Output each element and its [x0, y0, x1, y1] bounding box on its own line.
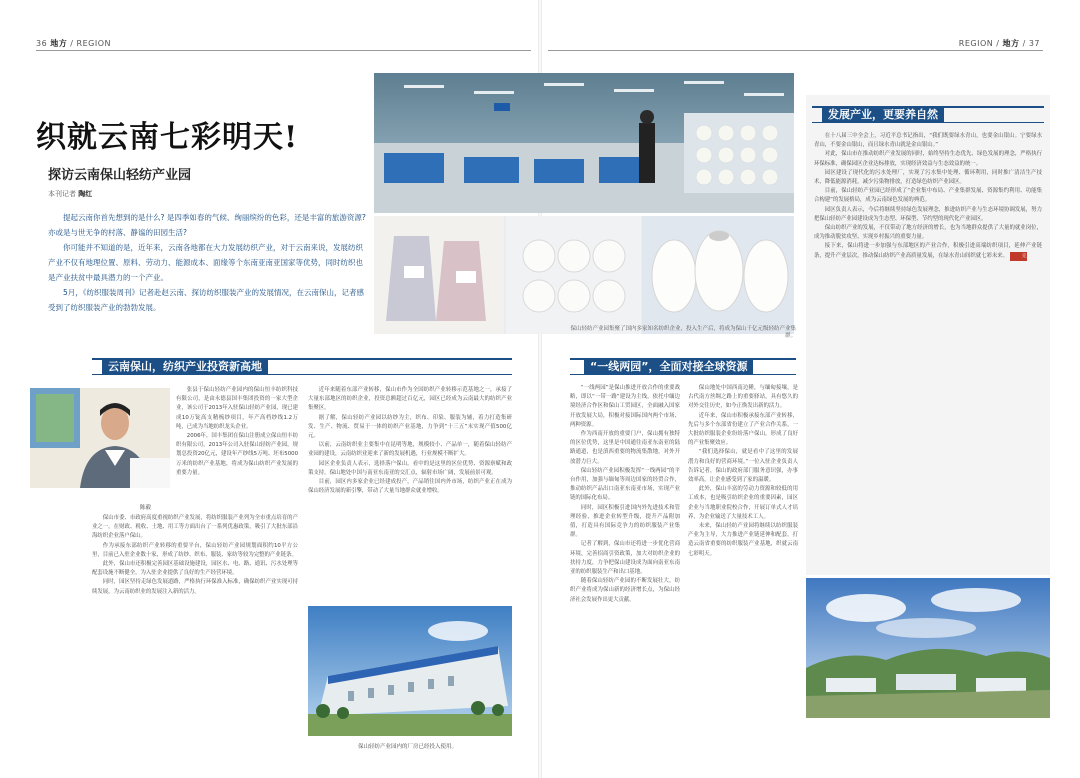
body-paragraph: 近年来随着东部产业转移，保山市作为全国纺织产业转移示范基地之一，承接了大量东部地区的纺织企业，投资总额超过百亿元，园区已经成为云南最大的纺织产业集聚区。 [308, 387, 512, 412]
body-paragraph: 随着保山轻纺产业园的不断发展壮大，纺织产业将成为保山新的经济增长点，为保山经济社会发展作出更大贡献。 [570, 578, 680, 603]
folio-right-section: 地方 [1002, 39, 1020, 48]
article-title-block [36, 112, 366, 199]
sidebar-paragraph: 目前，保山轻纺产业园已经形成了“企业集中布局、产业集群发展、资源集约利用、功能集合构建”的发展格局，成为云南绿色发展的典范。 [814, 188, 1042, 204]
body-paragraph: 保山轻纺产业园积极发挥“一线两园”的平台作用，加强与缅甸等周边国家的经贸合作，推动纺织产品出口南亚东南亚市场，实现产业链的国际化布局。 [570, 467, 680, 502]
portrait-photo [30, 388, 170, 488]
folio-left-region: REGION [76, 39, 111, 48]
folio-right-page: 37 [1028, 39, 1040, 48]
lede-paragraph: 5月，《纺织服装周刊》记者赴赵云南、探访纺织服装产业的发展情况，在云南保山，记者感受到了纺织服装产业的勃勃发展。 [48, 288, 365, 312]
section2-heading: “一线两园”，全面对接全球资源 [584, 359, 753, 375]
body-paragraph: “一线两园”是保山推进开放合作的重要战略，即以“一带一路”建设为主线，依托中缅边境经济合作区和保山工贸园区，全面融入国家开放发展大局，积极对接国际国内两个市场、两种资源。 [570, 385, 680, 428]
industrial-park-caption: 保山轻纺产业园内的厂房已经投入使用。 [358, 744, 458, 750]
article-title: 织就云南七彩明天! [36, 120, 299, 155]
top-rule-left [36, 50, 531, 51]
body-paragraph: 张县于保山轻纺产业园内的保山恒丰纺织科技有限公司，是由永德县国丰集团投资的一家大型企业，该公司于2013年入驻保山轻纺产业园，现已建成10万锭高支精梳纱项目，年产高档纱线1.2万吨，已成为当地纺织龙头企业。 [176, 387, 298, 430]
body-paragraph: 2006年，国丰集团在保山注册成立保山恒丰纺织有限公司，2013年公司入驻保山轻纺产业园，规划总投资20亿元，建设年产纱线5万吨、坯布5000万米的纺织产业基地，将成为保山纺织产业发展的重要力量。 [176, 433, 298, 476]
section2-column1 [570, 384, 680, 746]
factory-interior-illustration [374, 73, 794, 213]
body-paragraph: 此外，保山市还积极完善园区基础设施建设，园区水、电、路、通讯、污水处理等配套设施不断健全，为入驻企业提供了良好的生产经营环境。 [92, 561, 298, 577]
section1-column1-top [176, 386, 298, 512]
folio-right: REGION / 地方 / 37 [958, 39, 1040, 48]
sidebar-paragraph: 园区建设了现代化的污水处理厂，实现了污水集中处理、循环利用，同时推广清洁生产技术，降低能源消耗，减少污染物排放，打造绿色纺织产业园区。 [814, 169, 1042, 186]
folio-right-region: REGION [958, 39, 994, 48]
body-paragraph: 作为西南开放的重要门户，保山拥有独特的区位优势，这里是中国通往南亚东南亚的陆路通道，也是滇西重要的物流集散地，对外开放潜力巨大。 [570, 431, 680, 465]
body-paragraph: 目前，园区内多家企业已经建成投产，产品销往国内外市场，纺织产业正在成为保山经济发展的新引擎，带动了大量当地群众就业增收。 [308, 479, 512, 495]
lede-paragraph: 提起云南你首先想到的是什么? 是四季如春的气候、绚丽缤纷的色彩，还是丰富的旅游资源? 亦或是与世无争的村落、静谧的田园生活? [48, 213, 366, 237]
lede-paragraph: 你可能并不知道的是，近年来，云南各地都在大力发展纺织产业，对于云南来说，发展纺织产业不仅有地理位置、原料、劳动力、能源成本、面缘等个东南亚南亚国家等优势，同时纺织也是产业扶贫中最具潜力的一个产业。 [48, 243, 363, 282]
hero-caption: 保山轻纺产业园集聚了国内多家知名纺织企业，投入生产后，将成为保山千亿元级轻纺产业集群。 [570, 326, 796, 339]
body-paragraph: 作为承接东部纺织产业转移的重要平台，保山轻纺产业园规划面积约10平方公里，目前已入驻企业数十家，形成了纺纱、织布、服装、家纺等较为完整的产业链条。 [92, 542, 298, 558]
folio-left: 36 地方 / REGION [36, 39, 111, 48]
body-paragraph: “我们选择保山，就是看中了这里的发展潜力和良好的营商环境。”一位入驻企业负责人告诉记者，保山的政府部门服务意识强，办事效率高，让企业感受到了家的温暖。 [688, 449, 798, 484]
body-paragraph: 同时，园区积极引进国内外先进技术和管理经验，推进企业转型升级，提升产品附加值，打造具有国际竞争力的纺织服装产业集群。 [570, 504, 680, 539]
folio-left-section: 地方 [50, 39, 68, 48]
sidebar-heading-bar [812, 106, 1044, 123]
sidebar-body [814, 132, 1042, 570]
section1-column2 [308, 386, 512, 598]
sidebar-paragraph [814, 242, 1042, 260]
sidebar-heading: 发展产业，更要养自然 [822, 107, 944, 123]
hero-photo-yarn [374, 216, 794, 334]
byline-name: 陶红 [78, 190, 93, 198]
body-paragraph: 记者了解到，保山市还将进一步优化营商环境，完善招商引资政策，加大对纺织企业的扶持力度，力争把保山建设成为面向南亚东南亚的纺织服装生产和出口基地。 [570, 541, 680, 576]
sidebar-final-text: 接下来，保山将进一步加强与东部地区的产业合作，积极引进高端纺织项目，延伸产业链条，提升产业层次，推动保山纺织产业高质量发展，在绿水青山间织就七彩未来。 [814, 243, 1042, 259]
byline [48, 189, 366, 199]
yarn-cones-illustration [374, 216, 794, 334]
sidebar-paragraph: 园区负责人表示，今后将继续坚持绿色发展理念，推进纺织产业与生态环境协调发展，努力把保山轻纺产业园建设成为生态型、环保型、节约型的现代化产业园区。 [814, 206, 1042, 222]
end-tag: 完 [1010, 252, 1027, 261]
body-paragraph: 据了解，保山轻纺产业园以纺纱为主，织布、印染、服装为辅，着力打造集研发、生产、物流、贸易于一体的纺织产业基地，力争到“十三五”末实现产值500亿元。 [308, 414, 512, 440]
baoshan-landscape-photo [806, 578, 1050, 718]
sidebar-paragraph: 保山纺织产业的发展，不仅带动了地方经济的增长，也为当地群众提供了大量的就业岗位，成为推动脱贫攻坚、实现乡村振兴的重要力量。 [814, 225, 1042, 241]
article-subtitle: 探访云南保山轻纺产业园 [48, 168, 192, 183]
portrait-illustration [30, 388, 170, 488]
sidebar-paragraph: 对此，保山市在推动纺织产业发展的同时，始终坚持生态优先、绿色发展的理念，严格执行环保标准，确保园区企业达标排放，实现经济效益与生态效益的统一。 [814, 151, 1042, 167]
section1-heading-bar [92, 358, 512, 375]
top-rule-right [548, 50, 1043, 51]
body-paragraph: 未来，保山轻纺产业园将继续以纺织服装产业为主导，大力推进产业链延伸和配套，打造云南省重要的纺织服装产业基地，织就云南七彩明天。 [688, 523, 798, 557]
byline-label: 本刊记者 [48, 190, 76, 198]
body-paragraph: 近年来，保山市积极承接东部产业转移，先后与多个东部省份建立了产业合作关系，一大批纺织服装企业纷纷落户保山，形成了良好的产业集聚效应。 [688, 412, 798, 447]
section1-heading: 云南保山，纺织产业投资新高地 [102, 359, 268, 375]
industrial-park-illustration [308, 606, 512, 736]
body-paragraph: 以前，云南纺织业主要集中在昆明等地，规模较小、产品单一，随着保山轻纺产业园的建设，云南纺织业迎来了新的发展机遇，行业规模不断扩大。 [308, 442, 512, 458]
portrait-name: 陈毅 [140, 505, 152, 511]
folio-left-page: 36 [36, 39, 48, 48]
body-paragraph: 同时，园区坚持走绿色发展道路，严格执行环保准入标准，确保纺织产业实现可持续发展，为云南纺织业的发展注入新的活力。 [92, 579, 298, 595]
article-lede [48, 210, 366, 315]
body-paragraph: 保山地处中国西南边陲，与缅甸接壤，是古代南方丝绸之路上的重要驿站，具有悠久的对外交往历史，如今正焕发出新的活力。 [688, 385, 798, 410]
section1-column1-bottom [92, 514, 298, 750]
body-paragraph: 此外，保山丰富的劳动力资源和较低的用工成本，也是吸引纺织企业的重要因素，园区企业与当地职业院校合作，开展订单式人才培养，为企业输送了大量技术工人。 [688, 486, 798, 520]
section2-heading-bar [570, 358, 796, 375]
section2-column2 [688, 384, 798, 746]
hero-photo-factory [374, 73, 794, 213]
landscape-illustration [806, 578, 1050, 718]
industrial-park-photo [308, 606, 512, 736]
body-paragraph: 园区企业负责人表示，选择落户保山，看中的是这里的区位优势、资源禀赋和政策支持，保山地处中国与南亚东南亚的交汇点，辐射市场广阔，发展前景可观。 [308, 460, 512, 476]
body-paragraph: 保山市委、市政府高度重视纺织产业发展，将纺织服装产业列为全市重点培育的产业之一。在财政、税收、土地、用工等方面出台了一系列优惠政策，吸引了大批东部沿海纺织企业落户保山。 [92, 515, 298, 540]
sidebar-paragraph: 在十八届三中全会上，习近平总书记指出，“我们既要绿水青山，也要金山银山。宁要绿水青山，不要金山银山，而且绿水青山就是金山银山。” [814, 133, 1042, 149]
